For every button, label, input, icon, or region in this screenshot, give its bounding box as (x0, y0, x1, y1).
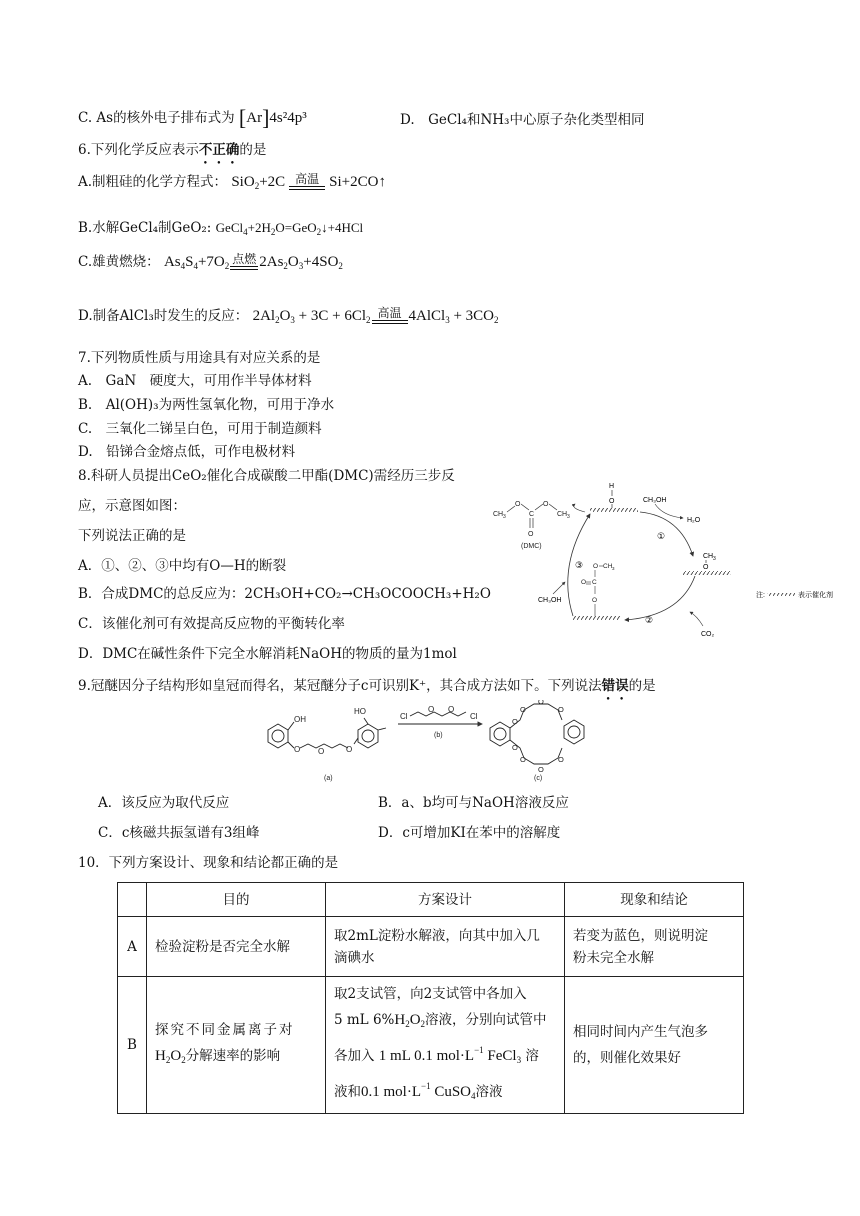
q6-d-condition: 高温 (377, 306, 402, 320)
q6-option-d-label: D.制备AlCl₃时发生的反应： (78, 308, 249, 324)
svg-text:O: O (538, 765, 544, 774)
q7-option-c: C. 三氧化二锑呈白色，可用于制造颜料 (78, 421, 322, 437)
q10-table (117, 882, 744, 1114)
catalyst-surface-bottom (573, 616, 621, 620)
svg-text:3: 3 (612, 566, 615, 571)
svg-text:O: O (512, 717, 518, 726)
q9-stem-post: 的是 (628, 678, 656, 694)
row-a-result-line2: 粉未完全水解 (573, 949, 654, 966)
h-atom: H (609, 483, 615, 490)
q7-option-a: A. GaN 硬度大，可用作半导体材料 (78, 373, 312, 389)
row-b-design-line2-text: 溶液，分别向试管中 (425, 1012, 547, 1028)
svg-text:O: O (528, 531, 534, 538)
q6-option-a-equation: SiO$_2$+2C 高温 Si+2CO↑ (231, 172, 386, 191)
q6-option-c (78, 252, 343, 276)
catalyst-surface-top (590, 508, 638, 512)
svg-text:C: C (529, 511, 535, 518)
row-a-goal: 检验淀粉是否完全水解 (147, 917, 326, 977)
q9-stem-emphasis: 错误 (601, 678, 629, 694)
header-design: 方案设计 (326, 883, 565, 917)
o-atom: O (609, 498, 615, 505)
svg-text:CH: CH (557, 511, 568, 518)
q10-stem: 10．下列方案设计、现象和结论都正确的是 (78, 855, 339, 871)
diagram-note-label: 注: (756, 592, 765, 599)
q5-option-d: D. GeCl₄和NH₃中心原子杂化类型相同 (400, 112, 645, 128)
svg-text:O: O (318, 747, 325, 756)
svg-text:3: 3 (713, 556, 716, 562)
arrow-step-2 (625, 576, 695, 620)
svg-text:Cl: Cl (400, 712, 408, 721)
step-1-label: ① (657, 531, 666, 541)
svg-text:O: O (558, 755, 564, 764)
row-a-design (326, 917, 565, 977)
row-b-goal-line1: 探究不同金属离子对 (155, 1022, 295, 1038)
h2o-label: H₂O (687, 517, 701, 524)
svg-text:O: O (346, 745, 353, 754)
dmc-label: (DMC) (521, 543, 542, 550)
q8-option-a: A．①、②、③中均有O—H的断裂 (78, 558, 287, 574)
row-b-goal (147, 977, 326, 1114)
q8-stem-line1: 8.科研人员提出CeO₂催化合成碳酸二甲酯(DMC)需经历三步反 (78, 468, 455, 484)
svg-text:CH: CH (493, 511, 504, 518)
q5-electron-config: [Ar]4s²4p³ (238, 105, 307, 130)
header-result: 现象和结论 (565, 883, 744, 917)
table-row (118, 977, 744, 1114)
svg-text:O: O (538, 700, 544, 706)
svg-text:O: O (558, 705, 564, 714)
svg-text:OH: OH (294, 715, 306, 724)
q6-stem-pre: 6.下列化学反应表示 (78, 142, 199, 158)
step-2-label: ② (645, 615, 654, 625)
row-a-result-line1: 若变为蓝色，则说明淀 (573, 927, 708, 944)
dmc-structure (493, 501, 570, 550)
q5-config-tail: 4s²4p³ (269, 110, 307, 126)
arrow-step-1 (640, 512, 693, 556)
row-b-result-line2: 的，则催化效果好 (573, 1050, 681, 1066)
co2-label: CO₂ (701, 631, 715, 638)
ch3oh-top: CH₃OH (643, 497, 667, 504)
q6-option-a (78, 172, 386, 196)
compound-c-label: (c) (534, 775, 543, 782)
row-b-design-line3: 各加入 1 mL 0.1 $mol\cdot L^{-1}$ FeCl$_3$ 溶 (334, 1045, 539, 1065)
svg-text:O: O (512, 743, 518, 752)
q7-stem: 7.下列物质性质与用途具有对应关系的是 (78, 350, 321, 366)
svg-text:O: O (543, 501, 549, 508)
ch3oh-left: CH₃OH (538, 597, 562, 604)
row-b-design-line3-text: 各加入 (334, 1048, 375, 1064)
q5-option-c-text: C. As的核外电子排布式为 (78, 110, 235, 126)
row-b-label: B (118, 977, 147, 1114)
q8-option-c: C．该催化剂可有效提高反应物的平衡转化率 (78, 616, 345, 632)
row-b-design-line4-text: 溶液 (475, 1084, 503, 1100)
row-b-design-line1: 取2支试管，向2支试管中各加入 (334, 986, 527, 1002)
q5-option-c (78, 105, 307, 130)
svg-text:O: O (593, 563, 599, 570)
row-a-design-line1: 取2mL淀粉水解液，向其中加入几 (334, 927, 540, 944)
q9-option-a: A．该反应为取代反应 (98, 795, 230, 811)
row-b-result (565, 977, 744, 1114)
compound-c-structure (490, 704, 584, 764)
q6-option-d (78, 306, 499, 330)
q9-reaction-scheme (258, 700, 608, 784)
header-goal: 目的 (147, 883, 326, 917)
svg-text:3: 3 (503, 514, 506, 520)
q6-option-b-label: B.水解GeCl₄制GeO₂: (78, 220, 212, 236)
step-3-label: ③ (575, 560, 584, 570)
row-a-design-line2: 滴碘水 (334, 949, 375, 966)
catalyst-legend-swatch (767, 593, 795, 596)
row-a-label: A (118, 917, 147, 977)
q6-stem-post: 的是 (239, 142, 267, 158)
q6-option-c-equation: $As_4S_4+7O_2$ 点燃 $2As_2O_3+4SO_2$ (163, 252, 343, 271)
q9-option-d: D．c可增加KI在苯中的溶解度 (378, 825, 561, 841)
row-b-result-line1: 相同时间内产生气泡多 (573, 1024, 708, 1040)
svg-text:O: O (294, 745, 301, 754)
row-b-design-line2: 5 mL $6\%H_2O_2$溶液，分别向试管中 (334, 1012, 547, 1029)
svg-text:HO: HO (354, 707, 366, 716)
catalyst-surface-right (683, 571, 731, 575)
q6-option-a-label: A.制粗硅的化学方程式： (78, 174, 228, 190)
q8-stem-line3: 下列说法正确的是 (78, 528, 186, 544)
q6-stem (78, 140, 266, 167)
q8-option-d: D．DMC在碱性条件下完全水解消耗NaOH的物质的量为1mol (78, 646, 457, 662)
row-b-goal-tail: 分解速率的影响 (185, 1048, 281, 1064)
svg-text:Cl: Cl (470, 712, 478, 721)
q9-stem (78, 676, 656, 703)
q9-option-c: C．c核磁共振氢谱有3组峰 (98, 825, 260, 841)
table-header-row (118, 883, 744, 917)
svg-text:O: O (428, 705, 435, 714)
svg-text:O: O (515, 501, 521, 508)
q6-c-condition: 点燃 (232, 252, 257, 266)
row-a-result (565, 917, 744, 977)
svg-text:O: O (520, 755, 526, 764)
row-b-design (326, 977, 565, 1114)
row-b-goal-line2: $H_2O_2$分解速率的影响 (155, 1048, 281, 1065)
svg-text:O: O (520, 705, 526, 714)
q7-option-d: D. 铅锑合金熔点低，可作电极材料 (78, 444, 296, 460)
q8-option-b: B．合成DMC的总反应为：2CH₃OH+CO₂→CH₃OCOOCH₃+H₂O (78, 586, 491, 602)
compound-b-label: (b) (434, 732, 443, 739)
q8-cycle-diagram (485, 476, 860, 646)
diagram-note-text: 表示催化剂 (798, 592, 833, 599)
q9-stem-pre: 9.冠醚因分子结构形如皇冠而得名，某冠醚分子c可识别K⁺，其合成方法如下。下列说法 (78, 678, 602, 694)
q8-stem-line2: 应，示意图如图： (78, 498, 186, 514)
q6-option-b-equation: $GeCl_4+2H_2O=GeO_2↓+4HCl$ (215, 220, 364, 237)
svg-text:O: O (581, 579, 587, 586)
q6-option-b (78, 218, 363, 242)
q6-stem-emphasis: 不正确 (198, 142, 240, 158)
header-blank (118, 883, 147, 917)
row-b-design-line4: 液和0.1 $mol\cdot L^{-1}$ CuSO$_4$溶液 (334, 1081, 503, 1101)
q7-option-b: B. Al(OH)₃为两性氢氧化物，可用于净水 (78, 397, 335, 413)
svg-text:C: C (592, 579, 597, 586)
q9-option-b: B．a、b均可与NaOH溶液反应 (378, 795, 569, 811)
svg-text:O: O (703, 564, 709, 571)
q6-a-condition: 高温 (295, 172, 320, 186)
svg-text:O: O (448, 705, 455, 714)
svg-text:CH: CH (603, 563, 613, 570)
svg-text:O: O (592, 597, 598, 604)
compound-a-structure (268, 718, 386, 748)
q6-option-c-label: C.雄黄燃烧： (78, 254, 160, 270)
q6-option-d-equation: $2Al_2O_3 + 3C + 6Cl_2$ 高温 4AlCl$_3$ + $3CO_2$ (252, 306, 499, 325)
svg-text:3: 3 (567, 514, 570, 520)
table-row (118, 917, 744, 977)
svg-text:CH: CH (703, 553, 714, 560)
compound-a-label: (a) (324, 775, 333, 782)
adsorbed-intermediate (581, 563, 615, 616)
